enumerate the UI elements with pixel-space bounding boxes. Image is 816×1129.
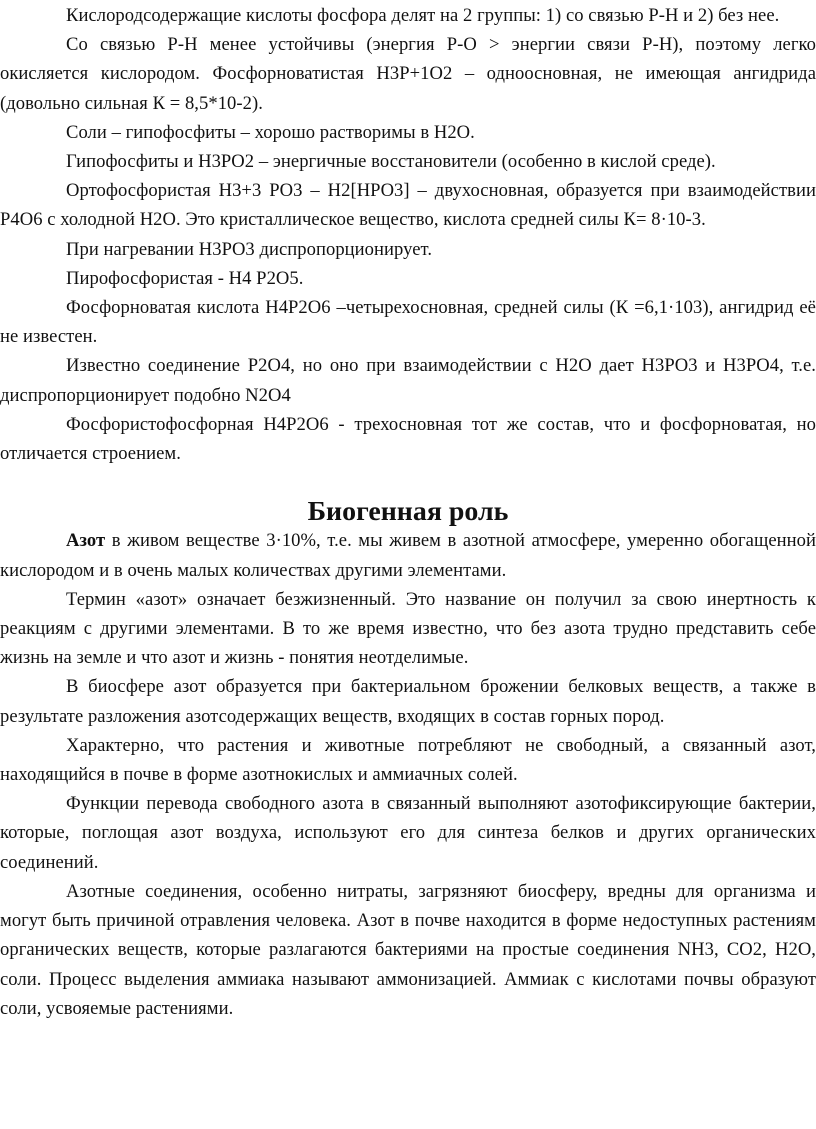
nitrogen-bold-word: Азот [66,530,106,552]
paragraph-bound-nitrogen: Характерно, что растения и животные потребляют не свободный, а связанный азот, находящийся в почве в форме азотнокислых и аммиачных солей. [0,734,816,786]
paragraph-phosphorous-phosphoric-acid: Фосфористофосфорная H4P2O6 - трехосновная тот же состав, что и фосфорноватая, но отличается строением. [0,413,816,465]
paragraph-ph-bond-stability: Со связью P-H менее устойчивы (энергия P-O > энергии связи P-H), поэтому легко окисляется кислородом. Фосфорноватистая H3P+1O2 – одноосновная, не имеющая ангидрида (довольно сильная К = 8,5*10-2). [0,34,816,114]
nitrogen-intro-text: в живом веществе 3·10%, т.е. мы живем в азотной атмосфере, умеренно обогащенной кислородом и в очень малых количествах другими элементами. [0,530,816,581]
paragraph-pyrophosphorous-acid: Пирофосфористая - H4 P2O5. [66,267,304,289]
paragraph-nitrogen-biosphere: В биосфере азот образуется при бактериальном брожении белковых веществ, а также в результате разложения азотсодержащих веществ, входящих в состав горных пород. [0,676,816,727]
paragraph-phosphorus-groups: Кислородсодержащие кислоты фосфора делят на 2 группы: 1) со связью P-H и 2) без нее. [66,5,780,26]
section-heading: Биогенная роль [307,496,509,528]
paragraph-hypophosphite-reducers: Гипофосфиты и H3PO2 – энергичные восстановители (особенно в кислой среде). [66,151,716,173]
paragraph-p2o4-compound: Известно соединение P2O4, но оно при взаимодействии с H2O дает H3PO3 и H3PO4, т.е. диспропорционирует подобно N2O4 [0,355,816,406]
section-spacer [0,468,816,497]
paragraph-hypophosphite-salts: Соли – гипофосфиты – хорошо растворимы в H2O. [66,121,475,143]
paragraph-orthophosphorous-acid: Ортофосфористая H3+3 PO3 – H2[HPO3] – двухосновная, образуется при взаимодействии P4O6 с холодной H2O. Это кристаллическое вещество, кислота средней силы К= 8·10-3. [0,180,816,231]
paragraph-nitrogen-term: Термин «азот» означает безжизненный. Это название он получил за свою инертность к реакциям с другими элементами. В то же время известно, что без азота трудно представить себе жизнь на земле и что азот и жизнь - понятия неотделимые. [0,588,816,669]
paragraph-disproportionation: При нагревании H3PO3 диспропорционирует. [66,238,433,260]
paragraph-nitrogen-intro [0,526,816,584]
paragraph-nitrogen-compounds: Азотные соединения, особенно нитраты, загрязняют биосферу, вредны для организма и могут быть причиной отравления человека. Азот в почве находится в форме недоступных растениям органических веществ, которые разлагаются бактериями на простые соединения NH3, CO2, H2O, соли. Процесс выделения аммиака называют аммонизацией. Аммиак с кислотами почвы образуют соли, усвояемые растениями. [0,880,816,1019]
paragraph-nitrogen-fixation: Функции перевода свободного азота в связанный выполняют азотофиксирующие бактерии, которые, поглощая азот воздуха, используют его для синтеза белков и других органических соединений. [0,793,816,873]
paragraph-hypophosphoric-acid: Фосфорноватая кислота H4P2O6 –четырехосновная, средней силы (К =6,1·103), ангидрид её не известен. [0,297,816,348]
